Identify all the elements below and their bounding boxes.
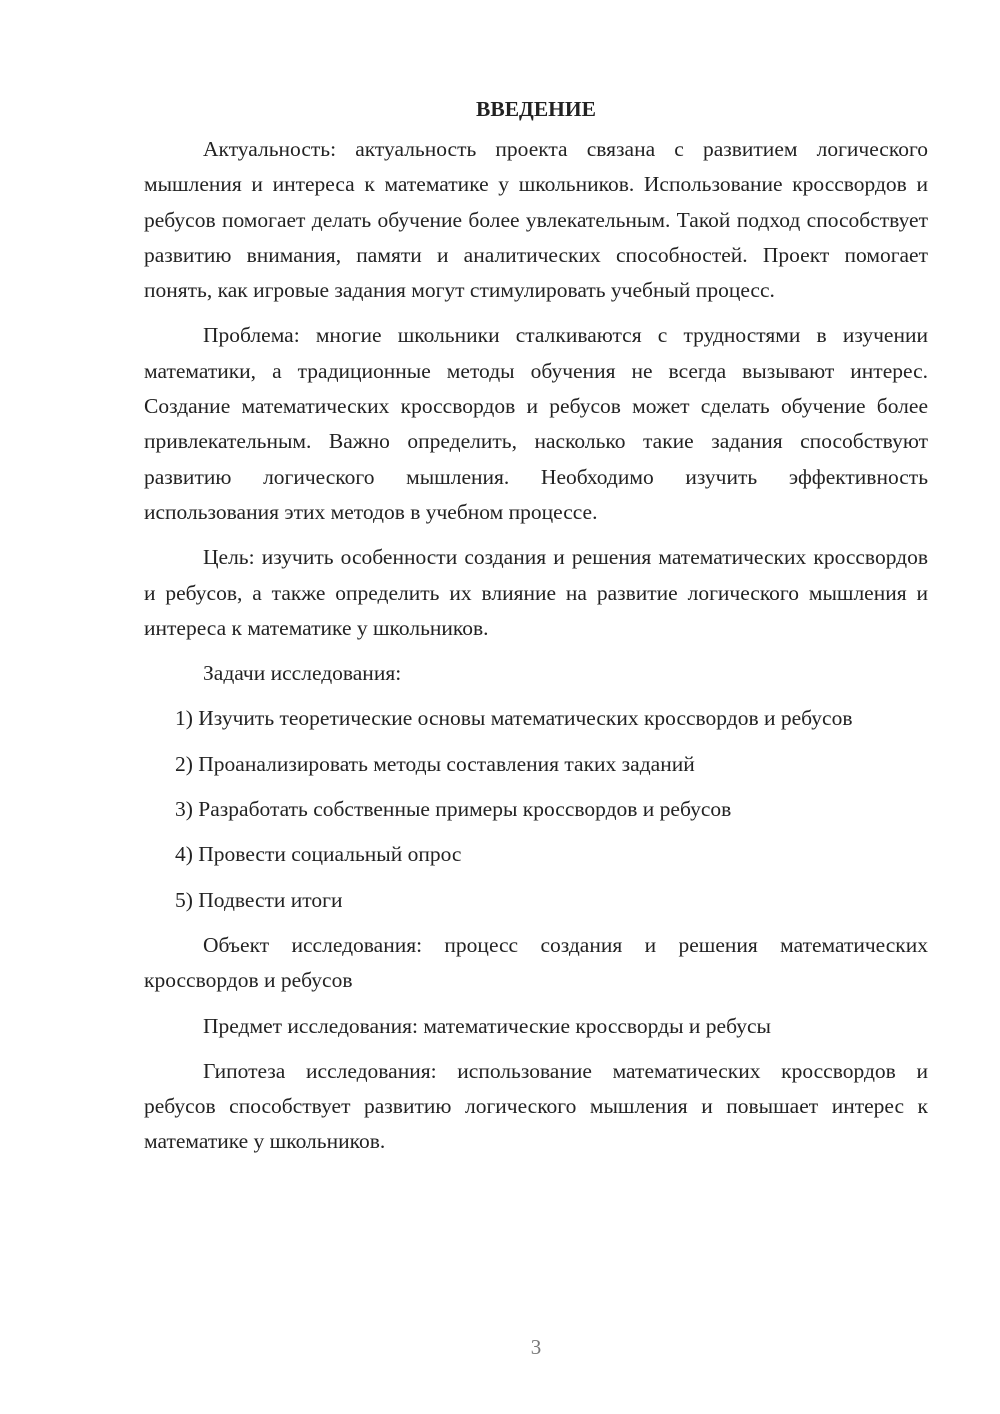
page-content [144,92,928,1160]
relevance-paragraph: Актуальность: актуальность проекта связана с развитием логического мышления и интереса к математике у школьников. Использование кроссвордов и ребусов помогает делать обучение более увлекательным. Такой подход способствует развитию внимания, памяти и аналитических способностей. Проект помогает понять, как игровые задания могут стимулировать учебный процесс. [144,137,928,303]
tasks-list [144,701,928,917]
object-paragraph: Объект исследования: процесс создания и решения математических кроссвордов и ребусов [144,932,928,993]
hypothesis-paragraph: Гипотеза исследования: использование математических кроссвордов и ребусов способствует развитию логического мышления и повышает интерес к математике у школьников. [144,1058,928,1154]
section-title: ВВЕДЕНИЕ [476,97,596,121]
task-item-2: 2) Проанализировать методы составления таких заданий [175,751,695,776]
task-item-5: 5) Подвести итоги [175,887,343,912]
problem-paragraph: Проблема: многие школьники сталкиваются с трудностями в изучении математики, а традиционные методы обучения не всегда вызывают интерес. Создание математических кроссвордов и ребусов может сделать обучение более привлекательным. Важно определить, насколько такие задания способствуют развитию логического мышления. Необходимо изучить эффективность использования этих методов в учебном процессе. [144,323,928,524]
tasks-heading: Задачи исследования: [203,661,402,686]
task-item-3: 3) Разработать собственные примеры кроссвордов и ребусов [175,797,732,822]
task-item-1: 1) Изучить теоретические основы математических кроссвордов и ребусов [175,706,853,731]
page-number: 3 [530,1335,542,1359]
goal-paragraph: Цель: изучить особенности создания и решения математических кроссвордов и ребусов, а также определить их влияние на развитие логического мышления и интереса к математике у школьников. [144,545,928,640]
subject-paragraph: Предмет исследования: математические кроссворды и ребусы [203,1013,771,1038]
task-item-4: 4) Провести социальный опрос [175,842,462,867]
